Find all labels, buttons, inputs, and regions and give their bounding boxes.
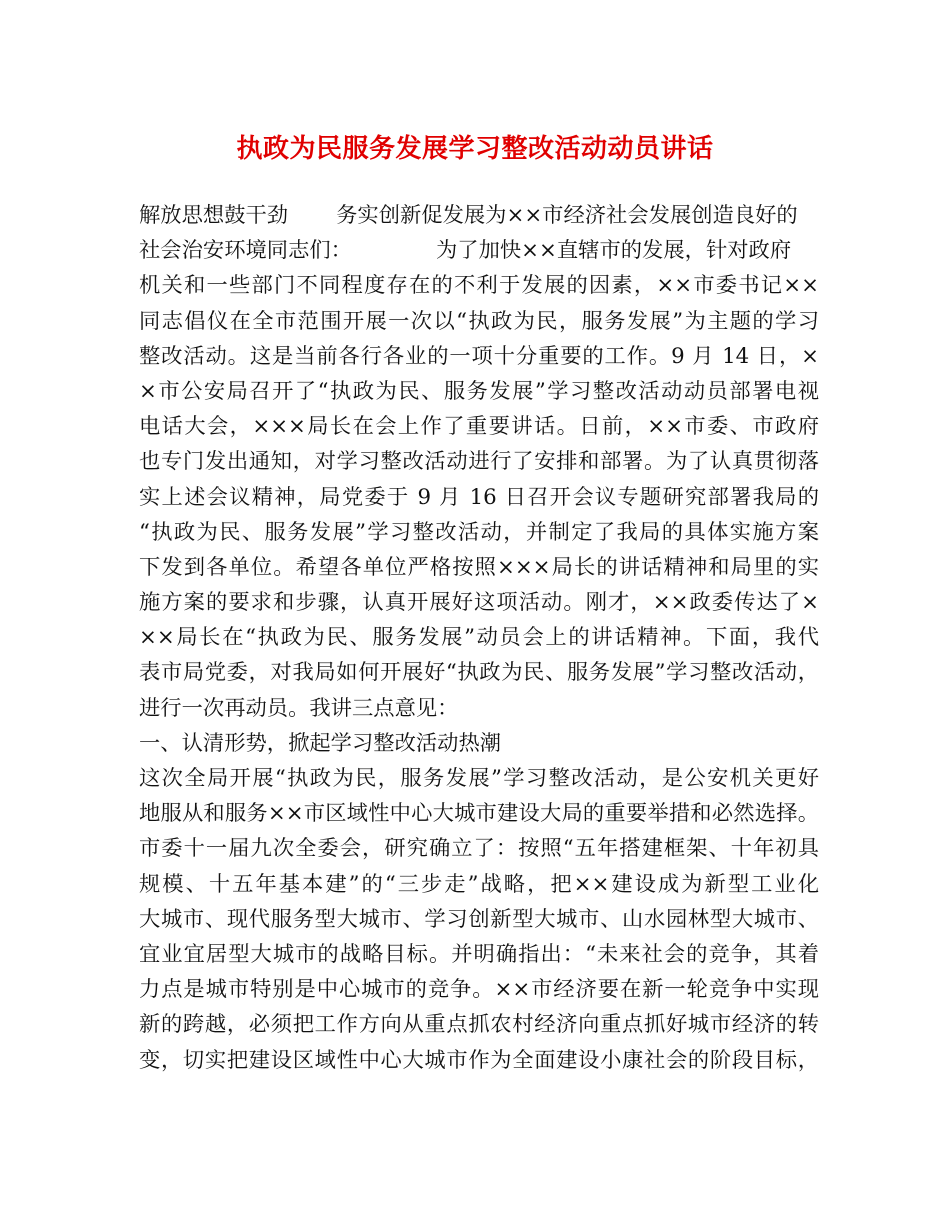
body-line: 新的跨越，必须把工作方向从重点抓农村经济向重点抓好城市经济的转 (139, 1012, 819, 1038)
body-line: 地服从和服务××市区域性中心大城市建设大局的重要举措和必然选择。 (139, 801, 819, 827)
section-heading: 一、认清形势，掀起学习整改活动热潮 (139, 730, 502, 756)
body-line: 实上述会议精神，局党委于 9 月 16 日召开会议专题研究部署我局的 (139, 484, 819, 510)
body-line: 也专门发出通知，对学习整改活动进行了安排和部署。为了认真贯彻落 (139, 449, 819, 475)
body-line: 表市局党委，对我局如何开展好“执政为民、服务发展”学习整改活动， (139, 660, 819, 686)
body-line: 下发到各单位。希望各单位严格按照×××局长的讲话精神和局里的实 (139, 554, 819, 580)
document-title: 执政为民服务发展学习整改活动动员讲话 (236, 134, 714, 164)
body-line-segment: 社会治安环境同志们： (139, 238, 352, 264)
body-line: ××局长在“执政为民、服务发展”动员会上的讲话精神。下面，我代 (139, 625, 819, 651)
body-line: 规模、十五年基本建”的“三步走”战略，把××建设成为新型工业化 (139, 871, 819, 897)
body-line: 同志倡仪在全市范围开展一次以“执政为民，服务发展”为主题的学习 (139, 308, 819, 334)
body-line: 这次全局开展“执政为民，服务发展”学习整改活动，是公安机关更好 (139, 766, 819, 791)
body-line: 变，切实把建设区域性中心大城市作为全面建设小康社会的阶段目标， (139, 1047, 819, 1073)
body-line: 宜业宜居型大城市的战略目标。并明确指出：“未来社会的竞争，其着 (139, 941, 819, 967)
body-line: 施方案的要求和步骤，认真开展好这项活动。刚才，××政委传达了× (139, 590, 819, 616)
body-line: 机关和一些部门不同程度存在的不利于发展的因素，××市委书记×× (139, 273, 819, 299)
body-line: 进行一次再动员。我讲三点意见： (139, 695, 459, 721)
body-line: ×市公安局召开了“执政为民、服务发展”学习整改活动动员部署电视 (139, 378, 819, 404)
body-line (139, 233, 819, 268)
body-line (139, 198, 819, 233)
document-body (139, 198, 819, 1078)
body-line-segment: 解放思想鼓干劲 (139, 203, 289, 228)
body-line-segment: 务实创新促发展为××市经济社会发展创造良好的 (336, 203, 798, 228)
body-line: “执政为民、服务发展”学习整改活动，并制定了我局的具体实施方案 (139, 519, 819, 545)
body-line: 市委十一届九次全委会，研究确立了：按照“五年搭建框架、十年初具 (139, 836, 819, 862)
body-line: 电话大会，×××局长在会上作了重要讲话。日前，××市委、市政府 (139, 414, 819, 440)
body-line: 整改活动。这是当前各行各业的一项十分重要的工作。9 月 14 日，× (139, 343, 819, 369)
body-line-segment: 为了加快××直辖市的发展，针对政府 (435, 238, 792, 264)
body-line: 大城市、现代服务型大城市、学习创新型大城市、山水园林型大城市、 (139, 906, 819, 932)
body-line: 力点是城市特别是中心城市的竞争。××市经济要在新一轮竞争中实现 (139, 977, 819, 1003)
